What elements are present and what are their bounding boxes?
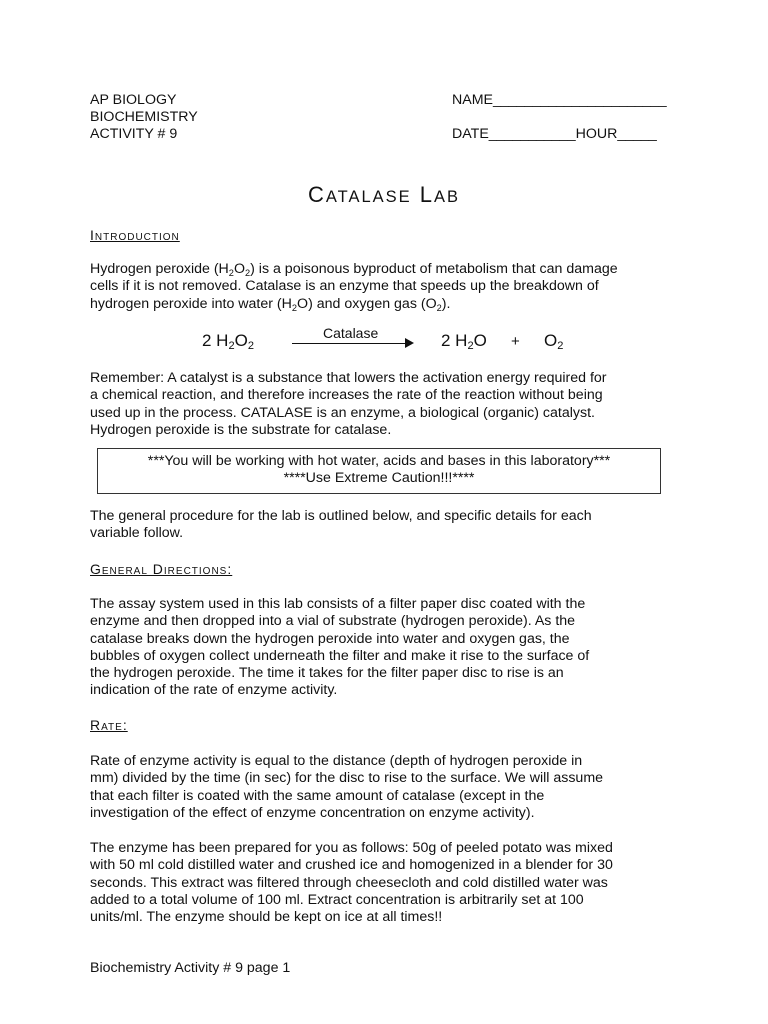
equation-plus: + [511,333,520,350]
caution-line-1: ***You will be working with hot water, acids and bases in this laboratory*** [147,453,611,469]
caution-line-2: ****Use Extreme Caution!!!**** [283,470,475,486]
caution-box [97,448,661,494]
date-hour-field: DATE___________HOUR_____ [452,126,657,142]
title-letter-2: L [419,182,435,207]
course-name: AP BIOLOGY [90,92,177,108]
student-info [452,92,667,143]
rate-line: mm) divided by the time (in sec) for the disc to rise to the surface. We will assume [90,770,604,787]
enzyme-preparation-paragraph [90,840,690,926]
equation-product-oxygen: $O_2$ [544,331,564,352]
name-field: NAME______________________ [452,92,667,108]
directions-line: bubbles of oxygen collect underneath the filter and make it rise to the surface of [90,647,590,664]
enzyme-line: with 50 ml cold distilled water and crushed ice and homogenized in a blender for 30 [90,857,613,874]
rate-line: Rate of enzyme activity is equal to the distance (depth of hydrogen peroxide in [90,753,583,769]
equation-catalyst-label: Catalase [323,325,379,341]
page-title [0,182,768,208]
equation-reactant: 2 $H_2O_2$ [202,331,255,352]
enzyme-line: units/ml. The enzyme should be kept on ice at all times!! [90,909,443,926]
enzyme-line: added to a total volume of 100 ml. Extract concentration is arbitrarily set at 100 [90,891,584,908]
general-procedure-paragraph [90,508,690,543]
rate-line: investigation of the effect of enzyme concentration on enzyme activity). [90,804,535,821]
introduction-heading: Introduction [90,227,180,243]
directions-paragraph [90,596,690,700]
intro-line-2: cells if it is not removed. Catalase is an enzyme that speeds up the breakdown of [90,278,599,295]
title-word-2-rest: AB [434,188,461,206]
enzyme-line: seconds. This extract was filtered through cheesecloth and cold distilled water was [90,874,608,891]
equation-product-water: 2 $H_2O$ [441,331,487,352]
rate-heading: Rate: [90,717,128,733]
intro-line-3: hydrogen peroxide into water $(H_2O)$ and oxygen gas $(O_2)$. [90,295,451,313]
rate-line: that each filter is coated with the same amount of catalase (except in the [90,787,545,804]
remember-line: used up in the process. CATALASE is an enzyme, a biological (organic) catalyst. [90,404,595,421]
procedure-line: The general procedure for the lab is outlined below, and specific details for each [90,508,592,524]
activity-number: ACTIVITY # 9 [90,126,178,142]
course-info [90,92,198,143]
remember-line: a chemical reaction, and therefore increases the rate of the reaction without being [90,387,603,404]
rate-paragraph [90,753,690,822]
directions-line: the hydrogen peroxide. The time it takes for the filter paper disc to rise is an [90,665,564,682]
general-directions-heading: General Directions: [90,561,233,577]
remember-paragraph [90,370,690,439]
remember-line: Remember: A catalyst is a substance that lowers the activation energy required for [90,370,607,386]
remember-line: Hydrogen peroxide is the substrate for catalase. [90,421,392,438]
directions-line: indication of the rate of enzyme activity. [90,682,338,699]
enzyme-line: The enzyme has been prepared for you as follows: 50g of peeled potato was mixed [90,840,613,856]
directions-line: catalase breaks down the hydrogen peroxide into water and oxygen gas, the [90,630,570,647]
directions-line: enzyme and then dropped into a vial of substrate (hydrogen peroxide). As the [90,613,576,630]
title-word-1-rest: ATALASE [325,188,412,206]
intro-line-1: Hydrogen peroxide $(H_2O_2)$ is a poisonous byproduct of metabolism that can damage [90,261,618,278]
unit-name: BIOCHEMISTRY [90,109,198,125]
page-footer: Biochemistry Activity # 9 page 1 [90,960,291,976]
introduction-paragraph [90,261,690,313]
directions-line: The assay system used in this lab consists of a filter paper disc coated with the [90,596,586,612]
title-letter-1: C [307,182,326,207]
reaction-arrow-head [405,338,414,348]
procedure-line: variable follow. [90,525,184,542]
reaction-arrow [292,343,408,344]
